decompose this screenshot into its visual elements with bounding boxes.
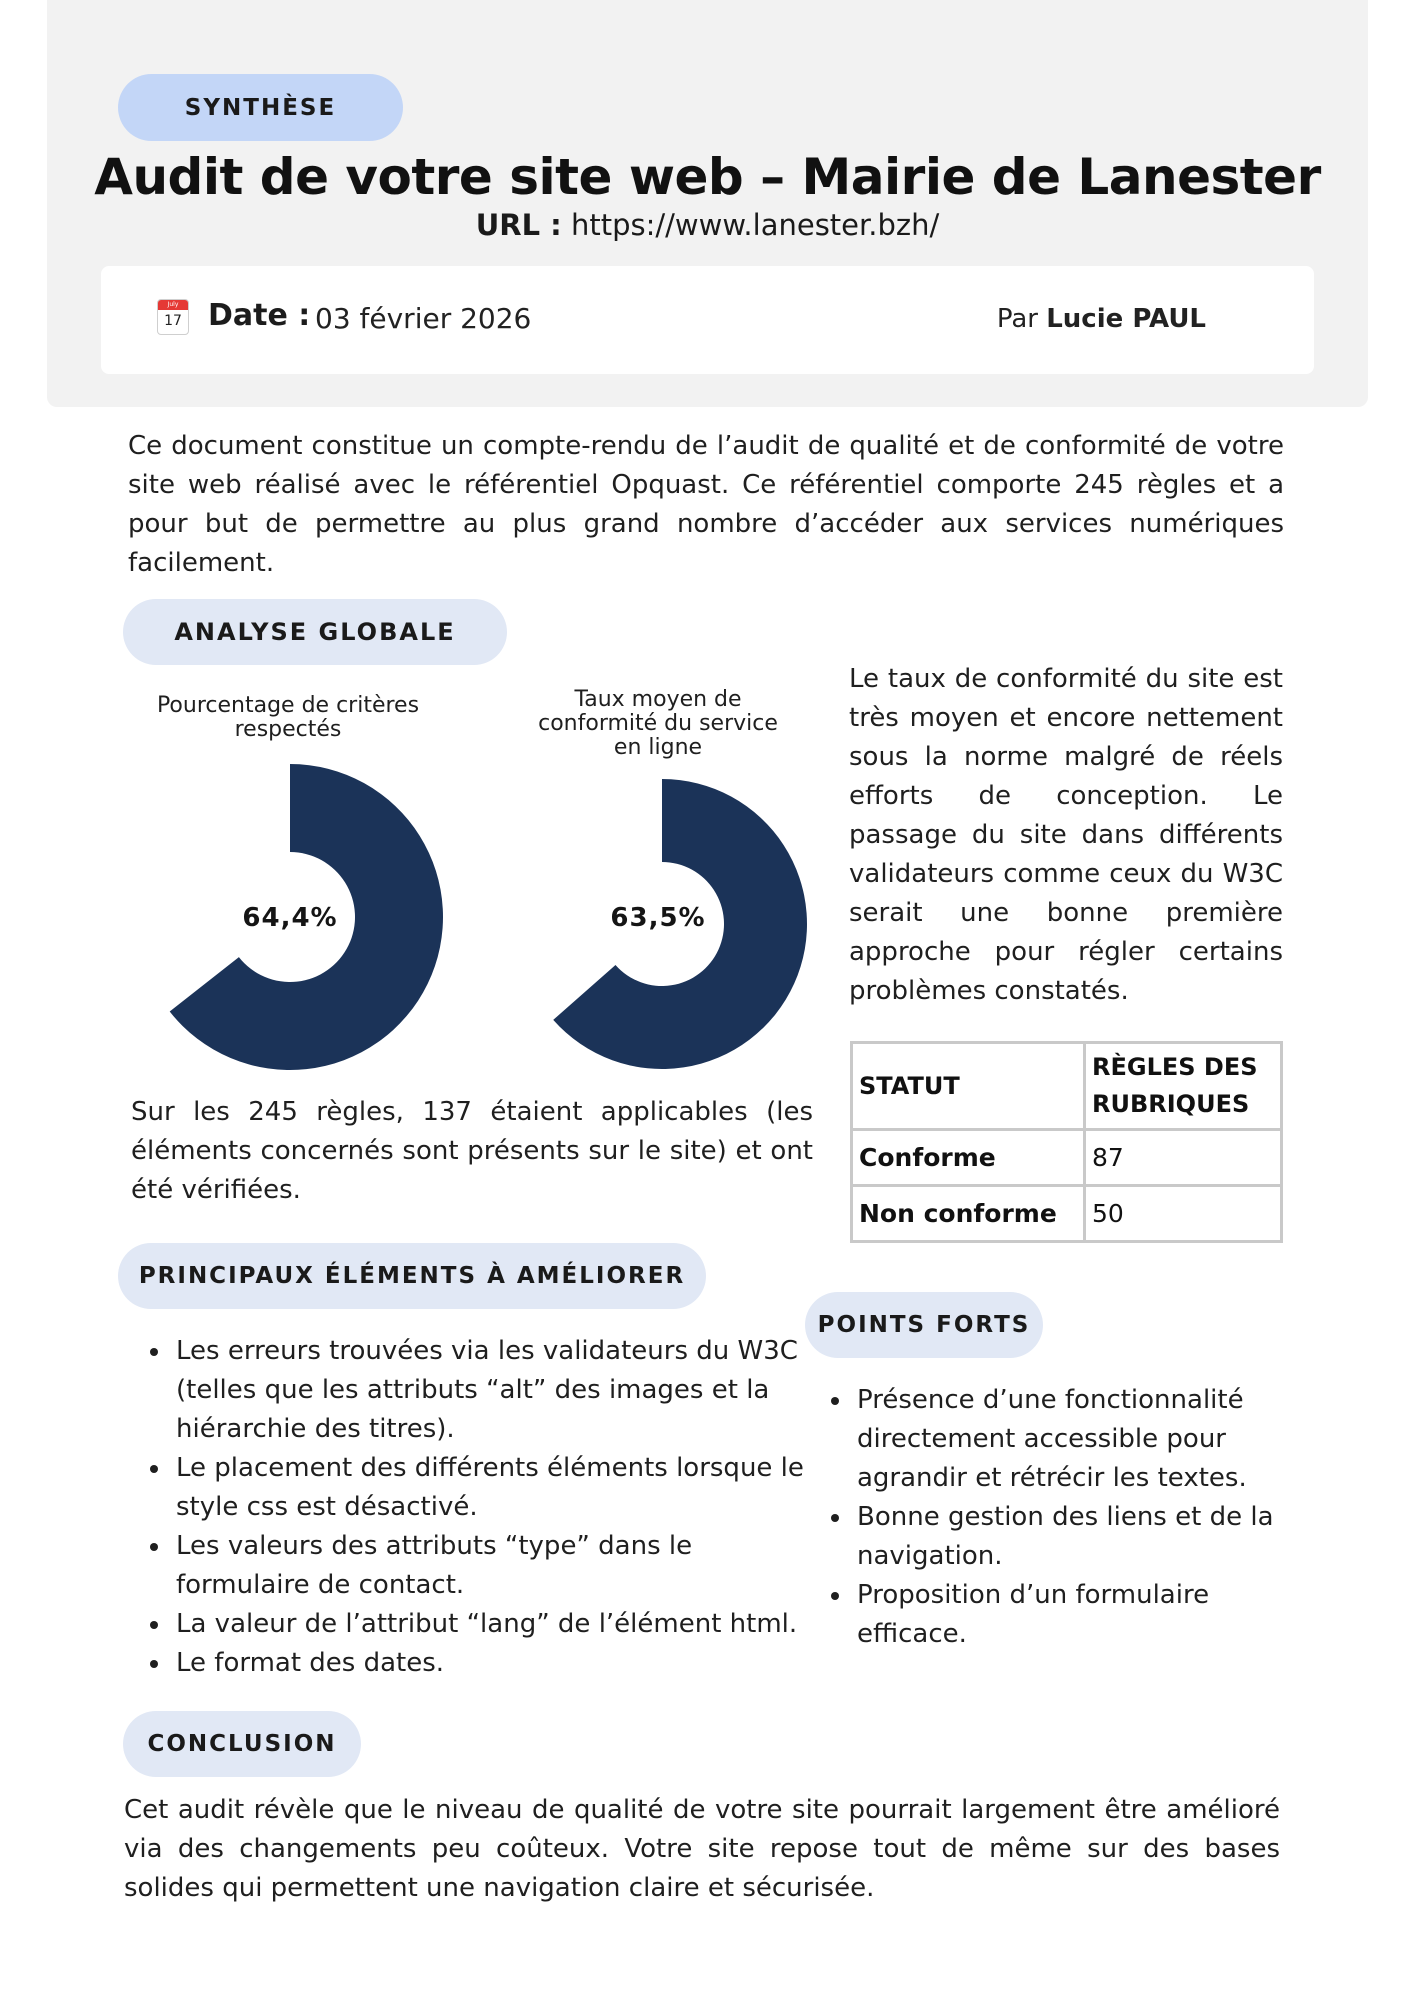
chart-2-title: Taux moyen de conformité du service en ligne	[538, 687, 778, 760]
table-cell-label: Non conforme	[852, 1186, 1085, 1242]
table-cell-label: Conforme	[852, 1130, 1085, 1186]
date-card	[101, 266, 1314, 374]
table-cell-value: 87	[1085, 1130, 1282, 1186]
conclusion-text: Cet audit révèle que le niveau de qualité de votre site pourrait largement être amélioré via des changements peu coûteux. Votre site repose tout de même sur des bases solides qui permettent une navigation claire et sécurisée.	[124, 1795, 1280, 1903]
table-header-row	[852, 1043, 1282, 1130]
analyse-heading: ANALYSE GLOBALE	[123, 599, 507, 665]
list-item: • Proposition d’un formulaire efficace.	[853, 1576, 1323, 1654]
author	[997, 304, 1206, 334]
improve-heading: PRINCIPAUX ÉLÉMENTS À AMÉLIORER	[118, 1243, 706, 1309]
author-prefix: Par	[996, 304, 1038, 334]
calendar-icon: July 17	[157, 299, 189, 335]
conclusion-heading: CONCLUSION	[123, 1711, 361, 1777]
author-name: Lucie PAUL	[1046, 304, 1206, 334]
list-item: • Les erreurs trouvées via les validateurs du W3C (telles que les attributs “alt” des images et la hiérarchie des titres).	[172, 1332, 812, 1449]
intro-paragraph: Ce document constitue un compte-rendu de l’audit de qualité et de conformité de votre site web réalisé avec le référentiel Opquast. Ce référentiel comporte 245 règles et a pour but de permettre au plus grand nombre d’accéder aux services numériques facilement.	[128, 431, 1284, 578]
list-item: • La valeur de l’attribut “lang” de l’élément html.	[172, 1605, 812, 1644]
list-item: • Bonne gestion des liens et de la navigation.	[853, 1498, 1323, 1576]
page-title: Audit de votre site web – Mairie de Lanester	[94, 148, 1321, 206]
table-row	[852, 1186, 1282, 1242]
synthese-badge: SYNTHÈSE	[118, 74, 403, 141]
date-label: Date :	[208, 298, 311, 333]
url-label: URL :	[475, 208, 562, 242]
table-header: RÈGLES DES RUBRIQUES	[1085, 1043, 1282, 1130]
list-item: • Présence d’une fonctionnalité directement accessible pour agrandir et rétrécir les textes.	[853, 1381, 1323, 1498]
analyse-summary: Le taux de conformité du site est très moyen et encore nettement sous la norme malgré de réels efforts de conception. Le passage du site dans différents validateurs comme ceux du W3C serait une bonne première approche pour régler certains problèmes constatés.	[849, 664, 1283, 1006]
strengths-list	[817, 1381, 1323, 1654]
improve-list	[136, 1332, 812, 1683]
donut-2-value: 63,5%	[610, 903, 706, 933]
list-item: • Les valeurs des attributs “type” dans le formulaire de contact.	[172, 1527, 812, 1605]
table-row	[852, 1130, 1282, 1186]
site-url	[47, 208, 1368, 242]
status-table	[850, 1041, 1283, 1243]
table-cell-value: 50	[1085, 1186, 1282, 1242]
url-value[interactable]: https://www.lanester.bzh/	[570, 208, 940, 242]
table-header: STATUT	[852, 1043, 1085, 1130]
chart-1-title: Pourcentage de critères respectés	[156, 693, 420, 742]
date-value: 03 février 2026	[315, 302, 532, 335]
list-item: • Le format des dates.	[172, 1644, 812, 1683]
rules-note: Sur les 245 règles, 137 étaient applicables (les éléments concernés sont présents sur le site) et ont été vérifiées.	[131, 1097, 813, 1205]
strengths-heading: POINTS FORTS	[805, 1292, 1043, 1358]
donut-1-value: 64,4%	[242, 903, 338, 933]
list-item: • Le placement des différents éléments lorsque le style css est désactivé.	[172, 1449, 812, 1527]
